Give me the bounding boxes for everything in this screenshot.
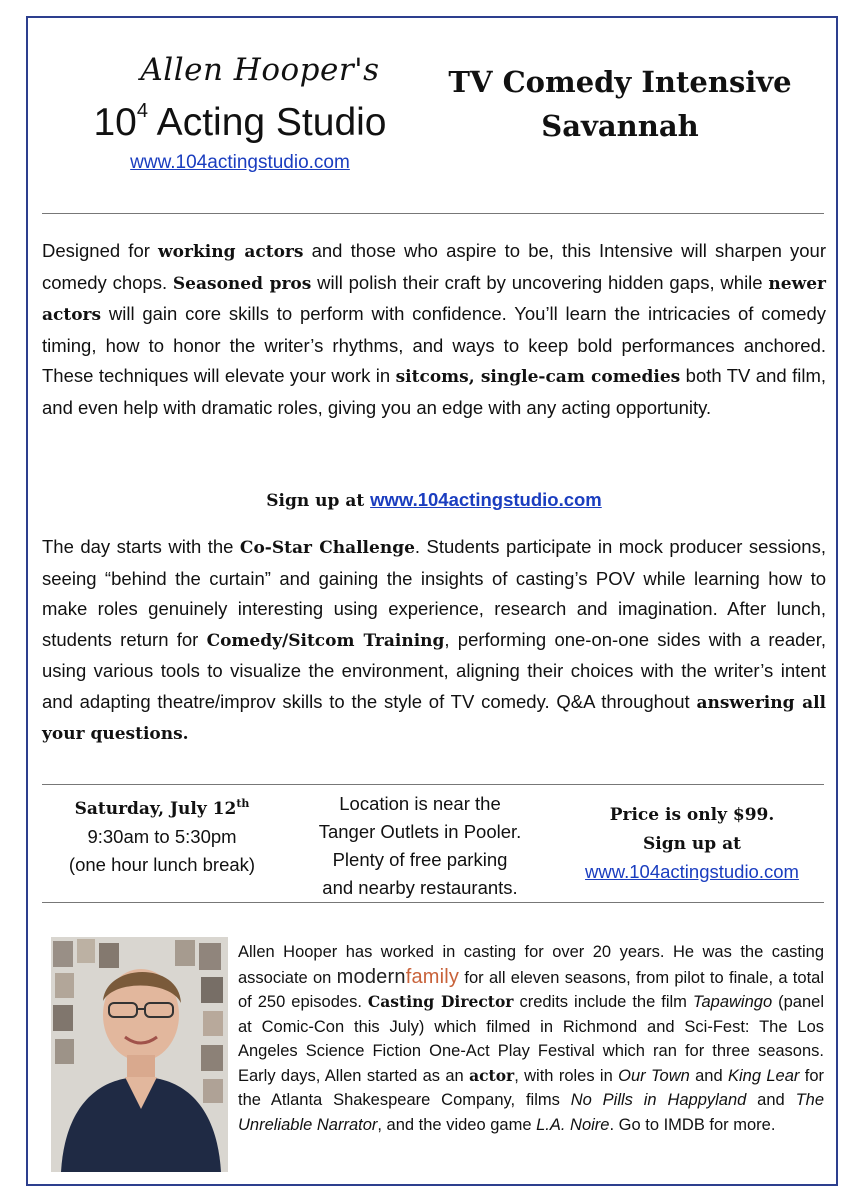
logo-website-link[interactable]: www.104actingstudio.com bbox=[130, 152, 350, 173]
studio-logo bbox=[60, 52, 420, 174]
event-time: 9:30am to 5:30pm bbox=[87, 826, 237, 848]
logo-main-text: $10^4$ Acting Studio bbox=[93, 100, 387, 144]
price-signup-text: Sign up at bbox=[643, 834, 741, 854]
bio-paragraph: Allen Hooper has worked in casting for over 20 years. He was the casting associate on modernfamily for all eleven seasons, from pilot to finale, a total of 250 episodes. Casting Director credits include the film Tapawingo (panel at Comic-Con this July) which filmed in Richmond and Sci-Fest: The Los Angeles Science Fiction One-Act Play Festival which ran for three seasons. Early days, Allen started as an actor, with roles in Our Town and King Lear for the Atlanta Shakespeare Company, films No Pills in Happyland and The Unreliable Narrator, and the video game L.A. Noire. Go to IMDB for more. bbox=[238, 943, 825, 1134]
signup-line: Sign up at www.104actingstudio.com bbox=[266, 489, 602, 511]
header-divider bbox=[42, 213, 824, 214]
logo-script-text: Allen Hooper's bbox=[140, 52, 380, 88]
price-block bbox=[558, 800, 826, 886]
info-divider-top bbox=[42, 784, 824, 785]
location-block: Location is near the Tanger Outlets in Pooler. Plenty of free parking and nearby restaurants. bbox=[318, 793, 522, 898]
event-date: Saturday, July 12th bbox=[74, 797, 250, 820]
price-signup-link[interactable]: www.104actingstudio.com bbox=[585, 861, 799, 882]
page-title bbox=[410, 60, 830, 148]
allen-hooper-photo bbox=[51, 937, 228, 1172]
event-lunch: (one hour lunch break) bbox=[68, 854, 256, 876]
signup-link[interactable]: www.104actingstudio.com bbox=[370, 489, 602, 510]
day-paragraph: The day starts with the Co-Star Challenge. Students participate in mock producer sessions, seeing “behind the curtain” and gaining the insights of casting’s POV while learning how to make roles genuinely interesting using experience, research and imagination. After lunch, students return for Comedy/Sitcom Training, performing one-on-one sides with a reader, using various tools to visualize the environment, aligning their choices with the writer’s intent and adapting theatre/improv skills to the style of TV comedy. Q&A throughout answering all your questions. bbox=[42, 536, 826, 744]
date-time-block bbox=[42, 790, 282, 879]
modern-family-logo: modernfamily bbox=[336, 965, 460, 988]
price-text: Price is only $99. bbox=[609, 805, 775, 825]
intro-paragraph: Designed for working actors and those who aspire to be, this Intensive will sharpen your comedy chops. Seasoned pros will polish their craft by uncovering hidden gaps, while newer actors will gain core skills to perform with confidence. You’ll learn the intricacies of comedy timing, how to honor the writer’s rhythms, and ways to keep bold performances anchored. These techniques will elevate your work in sitcoms, single-cam comedies both TV and film, and even help with dramatic roles, giving you an edge with any acting opportunity. bbox=[42, 240, 826, 418]
title-line-2: Savannah bbox=[541, 109, 699, 143]
title-line-1: TV Comedy Intensive bbox=[448, 65, 792, 99]
info-divider-bottom bbox=[42, 902, 824, 903]
